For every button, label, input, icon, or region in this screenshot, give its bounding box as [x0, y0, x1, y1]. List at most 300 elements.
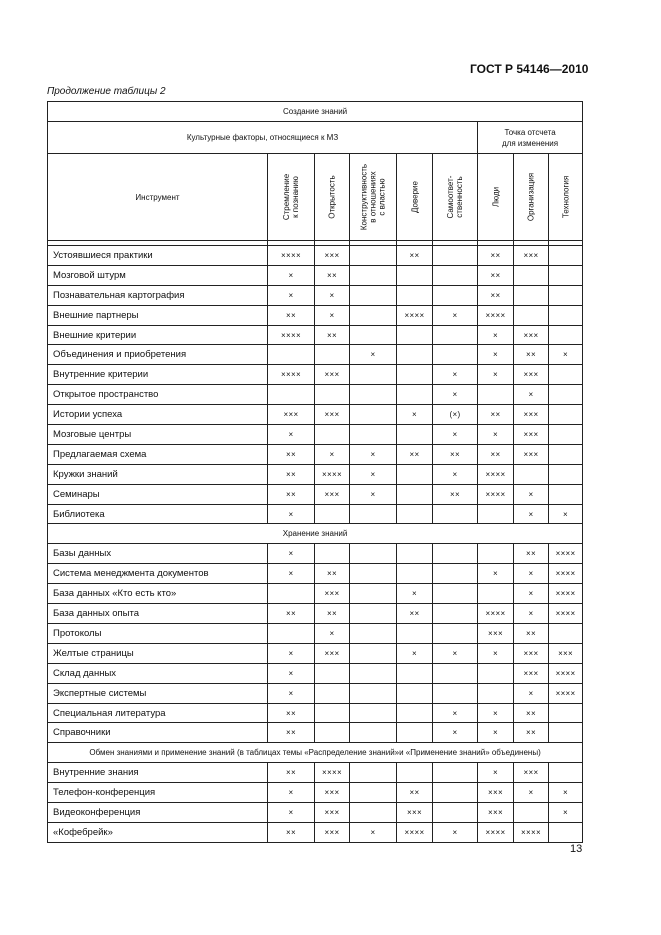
instrument-name: Предлагаемая схема	[48, 444, 268, 464]
rating-cell: ×	[268, 544, 315, 564]
table-row	[48, 803, 583, 823]
table-row	[48, 823, 583, 843]
rating-cell	[549, 385, 583, 405]
rating-cell: ×	[478, 325, 514, 345]
rating-cell	[433, 803, 478, 823]
rating-cell	[350, 544, 397, 564]
rating-cell: ××××	[549, 663, 583, 683]
rating-cell: ××××	[549, 584, 583, 604]
table-continuation-caption: Продолжение таблицы 2	[47, 86, 166, 97]
rating-cell: ×	[478, 643, 514, 663]
rating-cell: ×××	[315, 484, 350, 504]
rating-cell	[397, 425, 433, 445]
rating-cell: ××××	[478, 604, 514, 624]
rating-cell: ×	[397, 405, 433, 425]
rating-cell: ××	[514, 544, 549, 564]
rating-cell: ××	[268, 703, 315, 723]
rating-cell: ×	[549, 803, 583, 823]
rating-cell: ××××	[268, 325, 315, 345]
instrument-name: Библиотека	[48, 504, 268, 524]
rating-cell: ××	[268, 464, 315, 484]
rating-cell: ×××	[514, 405, 549, 425]
rating-cell	[315, 544, 350, 564]
rating-cell	[397, 504, 433, 524]
rating-cell: ××××	[549, 544, 583, 564]
instrument-name: Протоколы	[48, 624, 268, 644]
rating-cell	[549, 444, 583, 464]
column-header	[433, 154, 478, 241]
rating-cell	[397, 703, 433, 723]
rating-cell: ×	[514, 385, 549, 405]
rating-cell	[433, 246, 478, 266]
rating-cell	[350, 604, 397, 624]
section-header-creation: Создание знаний	[48, 102, 583, 122]
instrument-name: Система менеджмента документов	[48, 564, 268, 584]
rating-cell	[315, 683, 350, 703]
table-row	[48, 504, 583, 524]
standard-header: ГОСТ Р 54146—2010	[470, 62, 589, 76]
rating-cell: ×××	[315, 584, 350, 604]
rating-cell	[514, 305, 549, 325]
rating-cell: ×	[478, 763, 514, 783]
rating-cell: ×	[514, 504, 549, 524]
instrument-name: Мозговые центры	[48, 425, 268, 445]
rating-cell: ×××	[549, 643, 583, 663]
rating-cell: ×	[268, 425, 315, 445]
rating-cell: ×	[268, 803, 315, 823]
instrument-name: Мозговой штурм	[48, 265, 268, 285]
rating-cell	[433, 783, 478, 803]
rating-cell	[549, 305, 583, 325]
table-row	[48, 604, 583, 624]
rating-cell: ××××	[478, 823, 514, 843]
column-header	[514, 154, 549, 241]
rating-cell	[433, 325, 478, 345]
rating-cell	[433, 265, 478, 285]
rating-cell: ×	[478, 365, 514, 385]
rating-cell	[350, 624, 397, 644]
rating-cell	[514, 803, 549, 823]
rating-cell: ××××	[315, 763, 350, 783]
rating-cell: ×	[514, 484, 549, 504]
rating-cell	[433, 604, 478, 624]
rating-cell: ×××	[514, 425, 549, 445]
rating-cell: ××	[478, 444, 514, 464]
rating-cell	[433, 504, 478, 524]
rating-cell: ×××	[315, 783, 350, 803]
instrument-name: Истории успеха	[48, 405, 268, 425]
section-header-exchange: Обмен знаниями и применение знаний (в таблицах темы «Распределение знаний»и «Применение знаний» объединены)	[48, 743, 583, 763]
rating-cell: ×	[268, 285, 315, 305]
rating-cell	[397, 325, 433, 345]
rating-cell	[397, 624, 433, 644]
rating-cell: ×××	[478, 803, 514, 823]
table-row	[48, 564, 583, 584]
group-header-cultural-factors: Культурные факторы, относящиеся к МЗ	[48, 122, 478, 154]
rating-cell	[549, 823, 583, 843]
rating-cell	[350, 723, 397, 743]
rating-cell: ×	[514, 683, 549, 703]
page-number: 13	[570, 843, 583, 855]
rating-cell: ×	[478, 703, 514, 723]
rating-cell: ×××	[315, 643, 350, 663]
rating-cell	[397, 683, 433, 703]
instrument-name: Кружки знаний	[48, 464, 268, 484]
instrument-name: Познавательная картография	[48, 285, 268, 305]
rating-cell: ××	[268, 723, 315, 743]
rating-cell	[397, 345, 433, 365]
rating-cell	[478, 683, 514, 703]
rating-cell	[350, 504, 397, 524]
rating-cell: ××××	[315, 464, 350, 484]
rating-cell	[549, 624, 583, 644]
rating-cell: ×	[433, 703, 478, 723]
instrument-name: Внешние партнеры	[48, 305, 268, 325]
table-row	[48, 663, 583, 683]
instrument-name: Устоявшиеся практики	[48, 246, 268, 266]
rating-cell	[268, 584, 315, 604]
instrument-name: Внешние критерии	[48, 325, 268, 345]
table-row	[48, 345, 583, 365]
rating-cell: ×××	[315, 823, 350, 843]
rating-cell	[514, 464, 549, 484]
table-row	[48, 643, 583, 663]
rating-cell: ×××	[315, 803, 350, 823]
rating-cell	[433, 663, 478, 683]
rating-cell	[350, 325, 397, 345]
rating-cell: ×××	[478, 624, 514, 644]
rating-cell: ×	[433, 365, 478, 385]
rating-cell: ××	[315, 325, 350, 345]
rating-cell	[549, 325, 583, 345]
rating-cell	[549, 265, 583, 285]
rating-cell	[397, 544, 433, 564]
rating-cell	[350, 564, 397, 584]
rating-cell	[549, 703, 583, 723]
rating-cell	[350, 783, 397, 803]
rating-cell: ×	[350, 484, 397, 504]
table-row	[48, 405, 583, 425]
rating-cell: ×××	[514, 763, 549, 783]
rating-cell: ××	[397, 604, 433, 624]
rating-cell: ××	[433, 444, 478, 464]
rating-cell: ××	[514, 703, 549, 723]
table-row	[48, 683, 583, 703]
rating-cell: ×	[268, 504, 315, 524]
table-row	[48, 265, 583, 285]
rating-cell	[397, 564, 433, 584]
rating-cell	[350, 385, 397, 405]
rating-cell: ×	[315, 285, 350, 305]
rating-cell	[549, 285, 583, 305]
rating-cell: ××	[268, 305, 315, 325]
rating-cell: ×	[478, 723, 514, 743]
instrument-name: База данных опыта	[48, 604, 268, 624]
table-row	[48, 385, 583, 405]
rating-cell: ×	[268, 564, 315, 584]
rating-cell	[397, 385, 433, 405]
rating-cell: ×	[478, 345, 514, 365]
rating-cell	[478, 385, 514, 405]
rating-cell: ×	[514, 604, 549, 624]
column-header-label: Самоответ- ственность	[446, 175, 464, 219]
rating-cell: ××	[268, 823, 315, 843]
rating-cell	[397, 265, 433, 285]
table-row	[48, 783, 583, 803]
rating-cell: ×	[268, 683, 315, 703]
instrument-name: Специальная литература	[48, 703, 268, 723]
rating-cell: ××××	[549, 604, 583, 624]
section-header-storage: Хранение знаний	[48, 524, 583, 544]
rating-cell	[350, 584, 397, 604]
rating-cell	[397, 365, 433, 385]
rating-cell: ×××	[397, 803, 433, 823]
rating-cell: ××	[397, 246, 433, 266]
instrument-name: Базы данных	[48, 544, 268, 564]
instrument-name: Справочники	[48, 723, 268, 743]
rating-cell: ×	[268, 643, 315, 663]
rating-cell: (×)	[433, 405, 478, 425]
table-row	[48, 763, 583, 783]
rating-cell	[350, 265, 397, 285]
instrument-name: Внутренние знания	[48, 763, 268, 783]
rating-cell	[397, 484, 433, 504]
table-row	[48, 484, 583, 504]
rating-cell: ×	[315, 305, 350, 325]
rating-cell: ××	[514, 345, 549, 365]
column-header	[549, 154, 583, 241]
rating-cell: ×××	[315, 405, 350, 425]
group-header-reference-point-text: Точка отсчета для изменения	[502, 127, 559, 148]
table-row	[48, 246, 583, 266]
rating-cell: ××××	[478, 305, 514, 325]
rating-cell: ×	[433, 305, 478, 325]
column-header	[315, 154, 350, 241]
rating-cell	[350, 803, 397, 823]
group-header-reference-point	[478, 122, 583, 154]
instrument-name: База данных «Кто есть кто»	[48, 584, 268, 604]
rating-cell	[478, 544, 514, 564]
rating-cell	[514, 285, 549, 305]
rating-cell	[315, 425, 350, 445]
rating-cell: ××××	[397, 305, 433, 325]
rating-cell	[350, 763, 397, 783]
rating-cell: ××	[478, 285, 514, 305]
rating-cell: ××	[514, 723, 549, 743]
rating-cell: ×	[350, 345, 397, 365]
rating-cell	[433, 285, 478, 305]
rating-cell: ××××	[549, 683, 583, 703]
instrument-name: Видеоконференция	[48, 803, 268, 823]
column-header-label: Люди	[491, 186, 500, 208]
instrument-name: Экспертные системы	[48, 683, 268, 703]
rating-cell: ×××	[268, 405, 315, 425]
rating-cell: ×	[433, 385, 478, 405]
column-header-label: Доверие	[410, 181, 419, 213]
rating-cell: ××	[268, 604, 315, 624]
table-row	[48, 285, 583, 305]
rating-cell: ××	[514, 624, 549, 644]
rating-cell	[433, 584, 478, 604]
rating-cell	[433, 624, 478, 644]
rating-cell	[315, 663, 350, 683]
table-row	[48, 305, 583, 325]
instrument-name: Внутренние критерии	[48, 365, 268, 385]
column-header-label: Организация	[526, 172, 536, 222]
instrument-name: Открытое пространство	[48, 385, 268, 405]
rating-cell	[397, 663, 433, 683]
rating-cell	[549, 763, 583, 783]
rating-cell: ××	[478, 405, 514, 425]
rating-cell: ××××	[478, 484, 514, 504]
rating-cell	[549, 246, 583, 266]
rating-cell: ××	[315, 564, 350, 584]
table-row	[48, 544, 583, 564]
rating-cell: ××	[478, 265, 514, 285]
instrument-name: Объединения и приобретения	[48, 345, 268, 365]
rating-cell	[315, 345, 350, 365]
rating-cell: ××	[397, 444, 433, 464]
rating-cell: ×××	[514, 444, 549, 464]
rating-cell: ×	[514, 584, 549, 604]
table-row	[48, 365, 583, 385]
rating-cell: ×	[433, 823, 478, 843]
rating-cell: ××××	[397, 823, 433, 843]
rating-cell: ×	[478, 425, 514, 445]
rating-cell: ×	[433, 425, 478, 445]
table-row	[48, 464, 583, 484]
table-row	[48, 325, 583, 345]
instrument-name: Семинары	[48, 484, 268, 504]
rating-cell: ×××	[315, 246, 350, 266]
rating-cell: ××	[397, 783, 433, 803]
rating-cell	[350, 405, 397, 425]
column-header-label: Технология	[561, 175, 571, 219]
rating-cell	[350, 425, 397, 445]
column-header	[478, 154, 514, 241]
rating-cell: ×××	[514, 663, 549, 683]
rating-cell	[397, 464, 433, 484]
rating-cell	[549, 723, 583, 743]
rating-cell	[549, 405, 583, 425]
table-row	[48, 584, 583, 604]
table-row	[48, 723, 583, 743]
table-row	[48, 444, 583, 464]
rating-cell: ×	[268, 783, 315, 803]
rating-cell	[350, 246, 397, 266]
instrument-column-header: Инструмент	[48, 154, 268, 241]
rating-cell	[478, 663, 514, 683]
rating-cell	[433, 345, 478, 365]
rating-cell	[397, 285, 433, 305]
instrument-name: Желтые страницы	[48, 643, 268, 663]
rating-cell: ××××	[478, 464, 514, 484]
column-header	[350, 154, 397, 241]
rating-cell	[433, 544, 478, 564]
instrument-name: Склад данных	[48, 663, 268, 683]
rating-cell	[315, 504, 350, 524]
rating-cell	[350, 663, 397, 683]
rating-cell: ×	[433, 643, 478, 663]
table-row	[48, 425, 583, 445]
rating-cell: ×	[397, 584, 433, 604]
rating-cell: ×××	[315, 365, 350, 385]
rating-cell	[350, 365, 397, 385]
rating-cell	[478, 504, 514, 524]
rating-cell: ×	[549, 504, 583, 524]
rating-cell	[549, 425, 583, 445]
rating-cell: ×	[350, 464, 397, 484]
rating-cell: ×	[514, 564, 549, 584]
rating-cell	[315, 723, 350, 743]
rating-cell	[433, 564, 478, 584]
rating-cell: ×	[315, 444, 350, 464]
rating-cell	[350, 683, 397, 703]
rating-cell: ×	[397, 643, 433, 663]
rating-cell	[268, 385, 315, 405]
rating-cell: ××	[268, 484, 315, 504]
rating-cell: ×	[478, 564, 514, 584]
rating-cell: ×	[350, 823, 397, 843]
rating-cell	[350, 285, 397, 305]
rating-cell	[478, 584, 514, 604]
rating-cell: ××	[478, 246, 514, 266]
rating-cell: ×	[268, 663, 315, 683]
rating-cell: ×××	[478, 783, 514, 803]
instrument-name: Телефон-конференция	[48, 783, 268, 803]
rating-cell	[514, 265, 549, 285]
rating-cell: ×	[549, 345, 583, 365]
rating-cell: ××××	[514, 823, 549, 843]
rating-cell: ××	[315, 604, 350, 624]
rating-cell: ×××	[514, 365, 549, 385]
rating-cell	[315, 703, 350, 723]
column-header-label: Конструктивность в отношениях с властью	[359, 163, 387, 231]
rating-cell	[268, 345, 315, 365]
rating-cell	[433, 763, 478, 783]
rating-cell: ×××	[514, 246, 549, 266]
column-header-label: Стремление к познанию	[282, 173, 300, 221]
rating-cell: ×××	[514, 325, 549, 345]
column-header-label: Открытость	[327, 175, 337, 219]
rating-cell	[433, 683, 478, 703]
rating-cell: ×	[350, 444, 397, 464]
rating-cell	[268, 624, 315, 644]
rating-cell: ××	[268, 763, 315, 783]
rating-cell: ××××	[268, 246, 315, 266]
rating-cell: ×××	[514, 643, 549, 663]
instrument-name: «Кофебрейк»	[48, 823, 268, 843]
rating-cell: ××××	[268, 365, 315, 385]
rating-cell: ×	[433, 723, 478, 743]
knowledge-tools-table	[47, 101, 583, 843]
rating-cell	[350, 305, 397, 325]
rating-cell: ×	[514, 783, 549, 803]
rating-cell	[549, 365, 583, 385]
rating-cell	[350, 643, 397, 663]
rating-cell	[397, 723, 433, 743]
rating-cell: ×	[549, 783, 583, 803]
rating-cell	[397, 763, 433, 783]
rating-cell: ××	[433, 484, 478, 504]
rating-cell: ××	[268, 444, 315, 464]
rating-cell	[315, 385, 350, 405]
rating-cell	[549, 464, 583, 484]
column-header	[397, 154, 433, 241]
rating-cell	[549, 484, 583, 504]
rating-cell: ×	[315, 624, 350, 644]
rating-cell: ×	[268, 265, 315, 285]
